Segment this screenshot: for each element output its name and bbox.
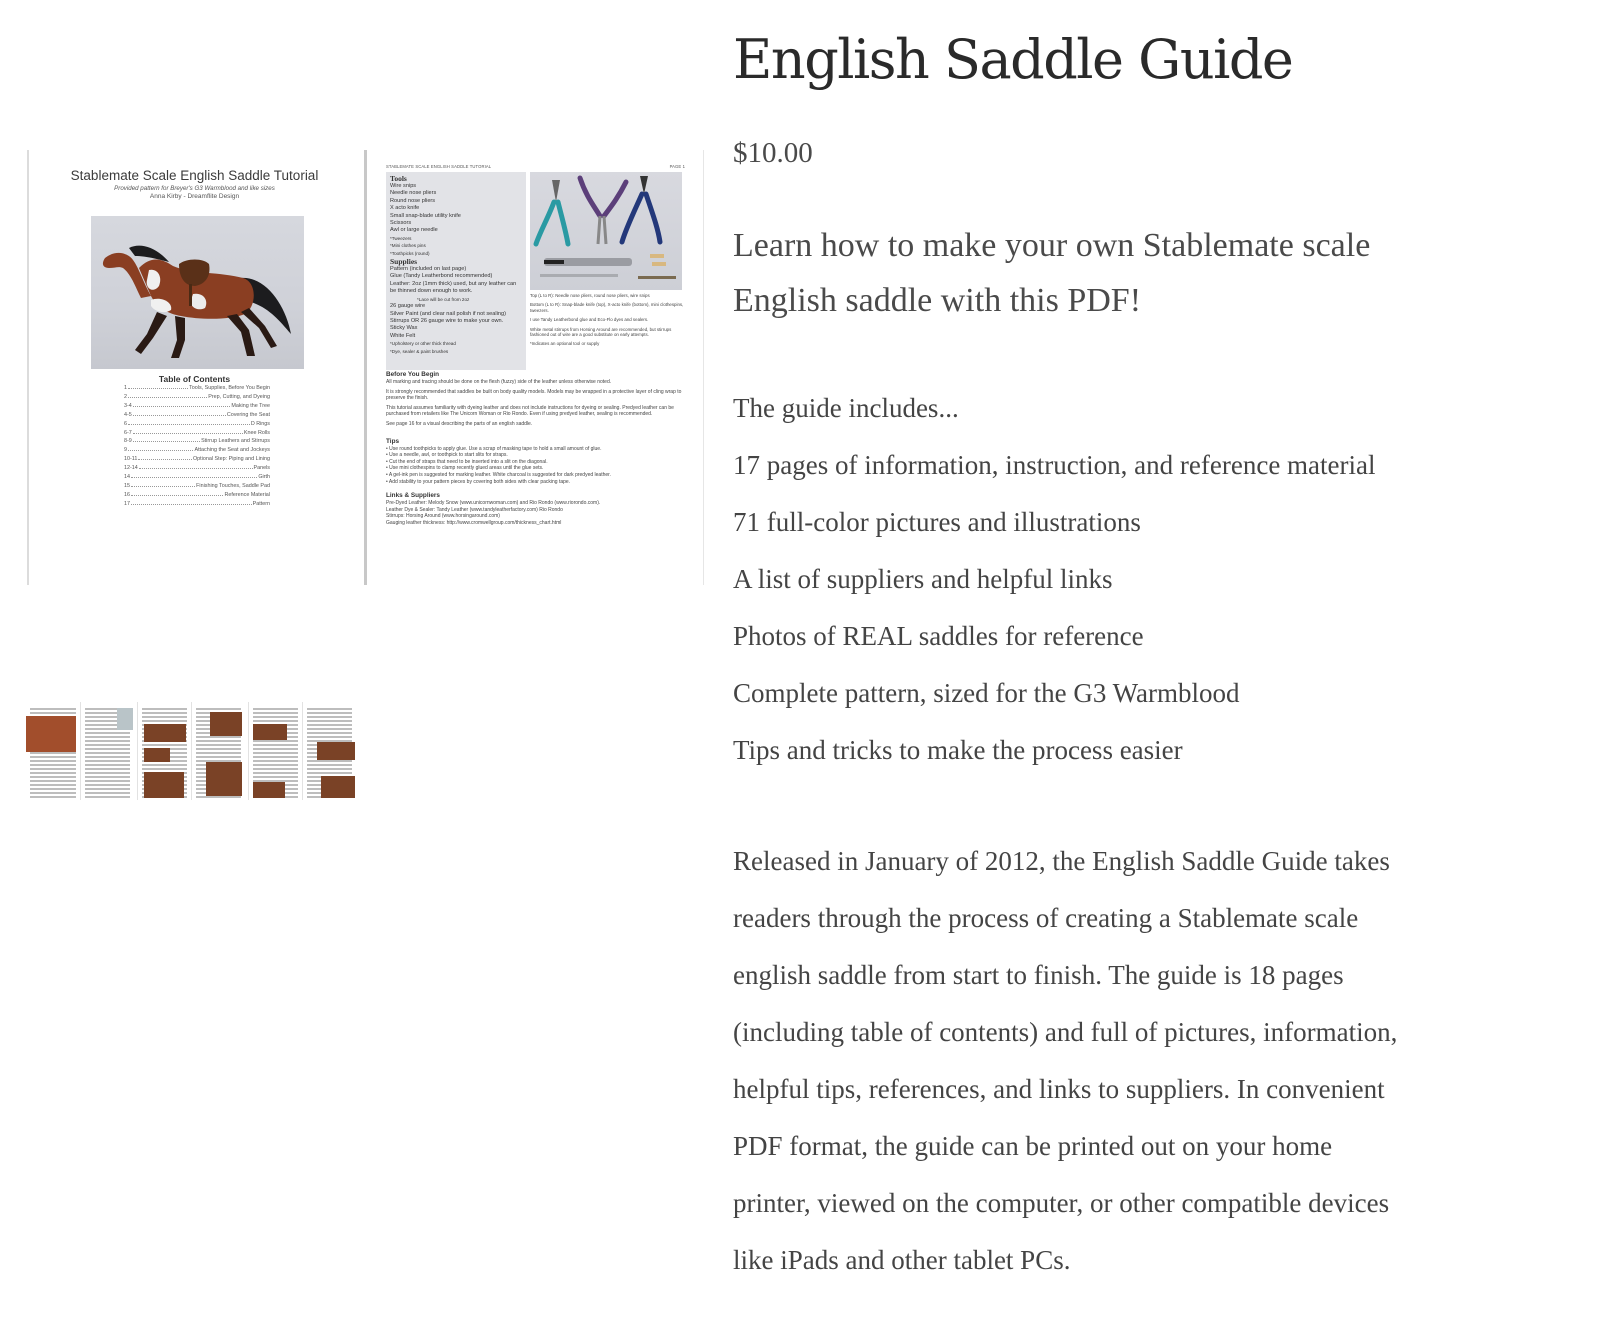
thumbnail-text-line xyxy=(142,716,187,718)
thumbnail-photo xyxy=(117,708,133,730)
feature-item: Complete pattern, sized for the G3 Warmblood xyxy=(733,678,1240,708)
thumbnail-text-line xyxy=(85,740,130,742)
photo-caption: *Indicates an optional tool or supply xyxy=(530,341,600,347)
link-item: Stirrups: Horsing Around (www.horsingaround.com) xyxy=(386,513,500,520)
toc-entry-label: Stirrup Leathers and Stirrups xyxy=(201,438,270,445)
before-paragraph: See page 16 for a visual describing the parts of an english saddle. xyxy=(386,420,533,427)
pliers-illustration xyxy=(530,172,682,290)
toc-row xyxy=(124,384,270,393)
product-description: Released in January of 2012, the English Saddle Guide takes readers through the process of creating a Stablemate scale english saddle from start to finish. The guide is 18 pages (including table of contents) and full of pictures, information, helpful tips, references, and links to suppliers. In convenient PDF format, the guide can be printed out on your home printer, viewed on the computer, or other compatible devices like iPads and other tablet PCs. xyxy=(733,846,1398,1275)
tool-item-optional: *Tweezers xyxy=(390,235,412,241)
toc-leader xyxy=(131,473,257,478)
thumbnail-text-line xyxy=(307,716,352,718)
thumbnail-text-line xyxy=(85,788,130,790)
thumbnail-text-line xyxy=(30,712,76,714)
toc-entry-label: Reference Material xyxy=(224,491,270,498)
toc-title: Table of Contents xyxy=(158,374,231,384)
cover-title: Stablemate Scale English Saddle Tutorial xyxy=(70,168,319,183)
toc-page-number: 1 xyxy=(124,385,127,391)
thumbnail-photo xyxy=(144,772,184,798)
thumbnail-text-line xyxy=(307,760,352,762)
toc-page-number: 6 xyxy=(124,420,127,427)
toc-entry-label: D Rings xyxy=(250,420,270,427)
toc-entry-label: Finishing Touches, Saddle Pad xyxy=(196,482,270,489)
toc-row xyxy=(124,446,270,455)
thumbnail-photo xyxy=(26,716,76,752)
toc-leader xyxy=(139,464,253,469)
product-title: English Saddle Guide xyxy=(733,28,1293,91)
tool-item: Small snap-blade utility knife xyxy=(390,212,461,219)
thumbnail-page-5[interactable] xyxy=(248,702,302,800)
thumbnail-text-line xyxy=(142,712,187,714)
thumbnail-text-line xyxy=(85,768,130,770)
thumbnail-text-line xyxy=(85,752,130,754)
toc-leader xyxy=(133,402,231,407)
tool-item: Round nose pliers xyxy=(390,197,436,204)
thumbnail-text-line xyxy=(307,764,352,766)
feature-item: A list of suppliers and helpful links xyxy=(733,564,1113,594)
toc-page-number: 3-4 xyxy=(124,402,132,409)
supply-item: Stirrups OR 26 gauge wire to make your own. xyxy=(390,317,504,324)
tip-item: • Use a needle, awl, or toothpick to start slits for straps. xyxy=(386,452,508,459)
thumbnail-text-line xyxy=(253,720,298,722)
thumbnail-text-line xyxy=(253,716,298,718)
feature-item: 17 pages of information, instruction, and reference material xyxy=(733,450,1376,480)
thumbnail-text-line xyxy=(142,720,187,722)
thumbnail-text-line xyxy=(85,796,130,798)
toc-page-number: 12-14 xyxy=(124,465,138,472)
thumbnail-photo xyxy=(321,776,355,798)
toc-page-number: 16 xyxy=(124,491,130,498)
toc-page-number: 10-11 xyxy=(124,456,138,463)
thumbnail-text-line xyxy=(253,748,298,750)
thumbnail-text-line xyxy=(30,760,76,762)
toc-entry-label: Pattern xyxy=(252,500,270,507)
supply-item: 26 gauge wire xyxy=(390,303,426,310)
toc-leader xyxy=(131,491,223,496)
cover-subtitle: Provided pattern for Breyer's G3 Warmblood and like sizes xyxy=(114,185,275,192)
tools-supplies-box xyxy=(386,172,526,370)
tip-item: • Use mini clothespins to clamp recently glued areas until the glue sets. xyxy=(386,465,544,472)
thumbnail-text-line xyxy=(253,740,298,742)
thumbnail-text-line xyxy=(30,780,76,782)
tool-item: Awl or large needle xyxy=(390,227,438,234)
thumbnail-text-line xyxy=(30,708,76,710)
thumbnail-photo xyxy=(144,724,186,742)
toc-leader xyxy=(133,411,226,416)
toc-page-number: 4-5 xyxy=(124,411,132,418)
thumbnail-text-line xyxy=(196,744,241,746)
thumbnail-text-line xyxy=(307,768,352,770)
toc-row xyxy=(124,482,270,491)
supply-item: Sticky Wax xyxy=(390,325,418,332)
toc-page-number: 8-9 xyxy=(124,438,132,445)
thumbnail-text-line xyxy=(307,724,352,726)
photo-caption: Top (L to R): Needle nose pliers, round nose pliers, wire snips xyxy=(530,293,650,298)
feature-item: 71 full-color pictures and illustrations xyxy=(733,507,1141,537)
thumbnail-text-line xyxy=(142,708,187,710)
toc-entry-label: Covering the Seat xyxy=(226,411,270,418)
thumbnail-text-line xyxy=(196,756,241,758)
thumbnail-text-line xyxy=(30,796,76,798)
thumbnail-text-line xyxy=(30,776,76,778)
thumbnail-text-line xyxy=(307,720,352,722)
toc-row xyxy=(124,393,270,402)
cover-author: Anna Kirby - Dreamflite Design xyxy=(149,193,240,200)
toc-entry-label: Prep, Cutting, and Dyeing xyxy=(208,393,270,400)
photo-caption: White metal stirrups from Horsing Around are recommended, but stirrups fashioned out of wire are a good substitute on early attempts. xyxy=(530,326,672,338)
thumbnail-text-line xyxy=(85,756,130,758)
thumbnail-text-line xyxy=(85,776,130,778)
thumbnail-text-line xyxy=(85,784,130,786)
leather-label: Leather: xyxy=(390,280,413,287)
thumbnail-text-line xyxy=(85,736,130,738)
thumbnail-page-6[interactable] xyxy=(302,702,356,800)
toc-leader xyxy=(133,437,200,442)
thumbnail-text-line xyxy=(196,752,241,754)
thumbnail-page-1[interactable] xyxy=(26,702,80,800)
thumbnail-text-line xyxy=(85,764,130,766)
main-preview-image[interactable] xyxy=(27,150,707,585)
toc-leader xyxy=(133,429,243,434)
toc-leader xyxy=(138,455,192,460)
thumbnail-text-line xyxy=(196,736,241,738)
toc-entry-label: Tools, Supplies, Before You Begin xyxy=(189,385,270,391)
feature-list xyxy=(733,443,1433,785)
thumbnail-text-line xyxy=(142,768,187,770)
toc-entry-label: Panels xyxy=(253,465,270,472)
page-body-text xyxy=(386,371,686,527)
tool-item: Scissors xyxy=(390,220,412,227)
supply-item: Silver Paint (and clear nail polish if not sealing) xyxy=(390,310,506,317)
link-item: Gauging leather thickness: http://www.cromwellgroup.com/thickness_chart.html xyxy=(386,519,562,526)
toc-leader xyxy=(128,446,193,451)
thumbnail-text-line xyxy=(85,780,130,782)
thumbnail-text-line xyxy=(307,728,352,730)
thumbnail-text-line xyxy=(30,756,76,758)
supplies-heading: Supplies xyxy=(390,257,418,267)
horse-photo xyxy=(91,216,304,369)
thumbnail-strip xyxy=(26,702,356,800)
thumbnail-page-3[interactable] xyxy=(137,702,191,800)
before-paragraph: All marking and tracing should be done on the flesh (fuzzy) side of the leather unless otherwise noted. xyxy=(386,379,612,385)
tool-item: X acto knife xyxy=(390,205,420,212)
thumbnail-photo xyxy=(253,782,285,798)
tool-item: Needle nose pliers xyxy=(390,190,437,197)
toc-leader xyxy=(128,384,188,389)
thumbnail-text-line xyxy=(253,756,298,758)
toc-entry-label: Knee Rolls xyxy=(243,429,270,436)
thumbnail-text-line xyxy=(30,764,76,766)
thumbnail-text-line xyxy=(85,748,130,750)
page-header-title: STABLEMATE SCALE ENGLISH SADDLE TUTORIAL xyxy=(386,164,492,169)
thumbnail-text-line xyxy=(307,772,352,774)
tool-item: Wire snips xyxy=(390,183,417,189)
thumbnail-text-line xyxy=(196,748,241,750)
thumbnail-text-line xyxy=(307,712,352,714)
horse-illustration xyxy=(91,216,304,369)
toc-entry-label: Girth xyxy=(258,474,270,481)
tip-item: • Cut the end of straps that need to be inserted into a slit on the diagonal. xyxy=(386,458,548,465)
thumbnail-text-line xyxy=(196,796,241,798)
supply-item-optional: *Dye, sealer & paint brushes xyxy=(390,348,449,354)
thumbnail-photo xyxy=(210,712,242,736)
supply-item-optional: *Upholstery or other thick thread xyxy=(390,341,456,347)
product-gallery xyxy=(0,0,720,1327)
before-paragraph: It is strongly recommended that saddles be built on body quality models. Models may be wrapped in a protective layer of cling wrap to preserve the finish. xyxy=(386,388,682,402)
toc-row xyxy=(124,500,270,509)
thumbnail-text-line xyxy=(85,732,130,734)
toc-entry-label: Attaching the Seat and Jockeys xyxy=(194,447,270,454)
thumbnail-text-line xyxy=(253,752,298,754)
thumbnail-page-2[interactable] xyxy=(80,702,134,800)
toc-row xyxy=(124,420,270,429)
leather-note: *Lace will be cut from 2oz xyxy=(417,296,470,302)
before-heading: Before You Begin xyxy=(386,371,440,378)
thumbnail-text-line xyxy=(85,792,130,794)
thumbnail-text-line xyxy=(142,764,187,766)
toc-row xyxy=(124,491,270,500)
thumbnail-text-line xyxy=(30,772,76,774)
tip-item: • Add stability to your pattern pieces by covering both sides with clear packing tape. xyxy=(386,478,571,485)
thumbnail-photo xyxy=(253,724,287,740)
thumbnail-text-line xyxy=(307,736,352,738)
page-header xyxy=(386,164,685,169)
tools-heading: Tools xyxy=(390,174,407,183)
thumbnail-text-line xyxy=(253,764,298,766)
tool-item-optional: *Mini clothes pins xyxy=(390,243,426,249)
thumbnail-text-line xyxy=(307,708,352,710)
toc-page-number: 6-7 xyxy=(124,429,132,436)
preview-page-cover xyxy=(27,150,360,585)
supply-item: Glue (Tandy Leatherbond recommended) xyxy=(390,273,493,280)
toc-row xyxy=(124,473,270,482)
toc-page-number: 2 xyxy=(124,393,127,400)
toc-entry-label: Optional Step: Piping and Lining xyxy=(192,456,270,463)
toc-row xyxy=(124,429,270,438)
features-intro: The guide includes... xyxy=(733,393,959,423)
toc-entry-label: Making the Tree xyxy=(231,402,270,409)
thumbnail-text-line xyxy=(307,732,352,734)
feature-section xyxy=(733,386,1433,785)
toc-row xyxy=(124,437,270,446)
toc-page-number: 9 xyxy=(124,447,127,454)
table-of-contents xyxy=(124,384,270,509)
leather-text: 2oz (1mm thick) used, but any leather can be thinned down enough to work. xyxy=(390,280,517,295)
tips-heading: Tips xyxy=(386,437,400,445)
thumbnail-text-line xyxy=(253,768,298,770)
link-item: Leather Dye & Sealer: Tandy Leather (www.tandyleatherfactory.com) Rio Rondo xyxy=(386,506,563,513)
tool-item-optional: *Toothpicks (round) xyxy=(390,250,430,256)
link-item: Pre-Dyed Leather: Melody Snow (www.unicornwoman.com) and Rio Rondo (www.riorondo.com). xyxy=(386,500,601,507)
tip-item: • A gel-ink pen is suggested for marking leather. White charcoal is suggested for dark predyed leather. xyxy=(386,471,611,478)
thumbnail-text-line xyxy=(253,776,298,778)
thumbnail-text-line xyxy=(196,740,241,742)
thumbnail-photo xyxy=(317,742,355,760)
toc-leader xyxy=(128,420,250,425)
photo-captions xyxy=(530,293,685,351)
thumbnail-text-line xyxy=(253,744,298,746)
tools-photo xyxy=(530,172,682,290)
toc-page-number: 15 xyxy=(124,482,130,489)
thumbnail-text-line xyxy=(253,760,298,762)
photo-caption: Bottom (L to R): Snap-blade knife (top), X-acto knife (bottom), mini clothespins, tweezers. xyxy=(530,302,684,313)
supply-item: White Felt xyxy=(390,332,416,339)
thumbnail-text-line xyxy=(253,772,298,774)
thumbnail-text-line xyxy=(30,788,76,790)
thumbnail-text-line xyxy=(142,744,187,746)
photo-caption: I use Tandy Leatherbond glue and Eco-Flo dyes and sealers. xyxy=(530,317,649,323)
thumbnail-text-line xyxy=(85,760,130,762)
thumbnail-text-line xyxy=(30,784,76,786)
thumbnail-text-line xyxy=(30,768,76,770)
links-heading: Links & Suppliers xyxy=(386,492,440,500)
thumbnail-page-4[interactable] xyxy=(191,702,245,800)
toc-row xyxy=(124,455,270,464)
tip-item: • Use round toothpicks to apply glue. Use a scrap of masking tape to hold a small amount of glue. xyxy=(386,445,602,452)
toc-leader xyxy=(128,393,207,398)
preview-page-tools xyxy=(364,150,704,585)
feature-item: Photos of REAL saddles for reference xyxy=(733,621,1144,651)
thumbnail-text-line xyxy=(30,792,76,794)
supply-item: Pattern (included on last page) xyxy=(390,266,467,273)
product-price: $10.00 xyxy=(733,137,813,169)
thumbnail-photo xyxy=(206,762,242,796)
thumbnail-text-line xyxy=(253,708,298,710)
thumbnail-text-line xyxy=(85,744,130,746)
thumbnail-photo xyxy=(144,748,170,762)
thumbnail-text-line xyxy=(30,752,76,754)
toc-row xyxy=(124,411,270,420)
toc-row xyxy=(124,464,270,473)
thumbnail-text-line xyxy=(85,772,130,774)
thumbnail-text-line xyxy=(196,708,241,710)
thumbnail-text-line xyxy=(253,712,298,714)
before-paragraph: This tutorial assumes familiarity with dyeing leather and does not include instructions for dyeing or sealing. Predyed leather can be purchased from retailers like The Unicorn Woman or Rio Rondo. Even if using predyed leather, sealing is recommended. xyxy=(386,404,674,418)
page-number: PAGE 1 xyxy=(669,164,685,169)
toc-page-number: 14 xyxy=(124,474,130,481)
supply-item-leather xyxy=(390,281,522,296)
toc-leader xyxy=(131,482,195,487)
toc-page-number: 17 xyxy=(124,500,130,507)
product-lead: Learn how to make your own Stablemate scale English saddle with this PDF! xyxy=(733,227,1371,319)
toc-leader xyxy=(131,500,252,505)
spacer xyxy=(386,431,686,438)
toc-row xyxy=(124,402,270,411)
feature-item: Tips and tricks to make the process easier xyxy=(733,735,1183,765)
spacer xyxy=(386,485,686,492)
